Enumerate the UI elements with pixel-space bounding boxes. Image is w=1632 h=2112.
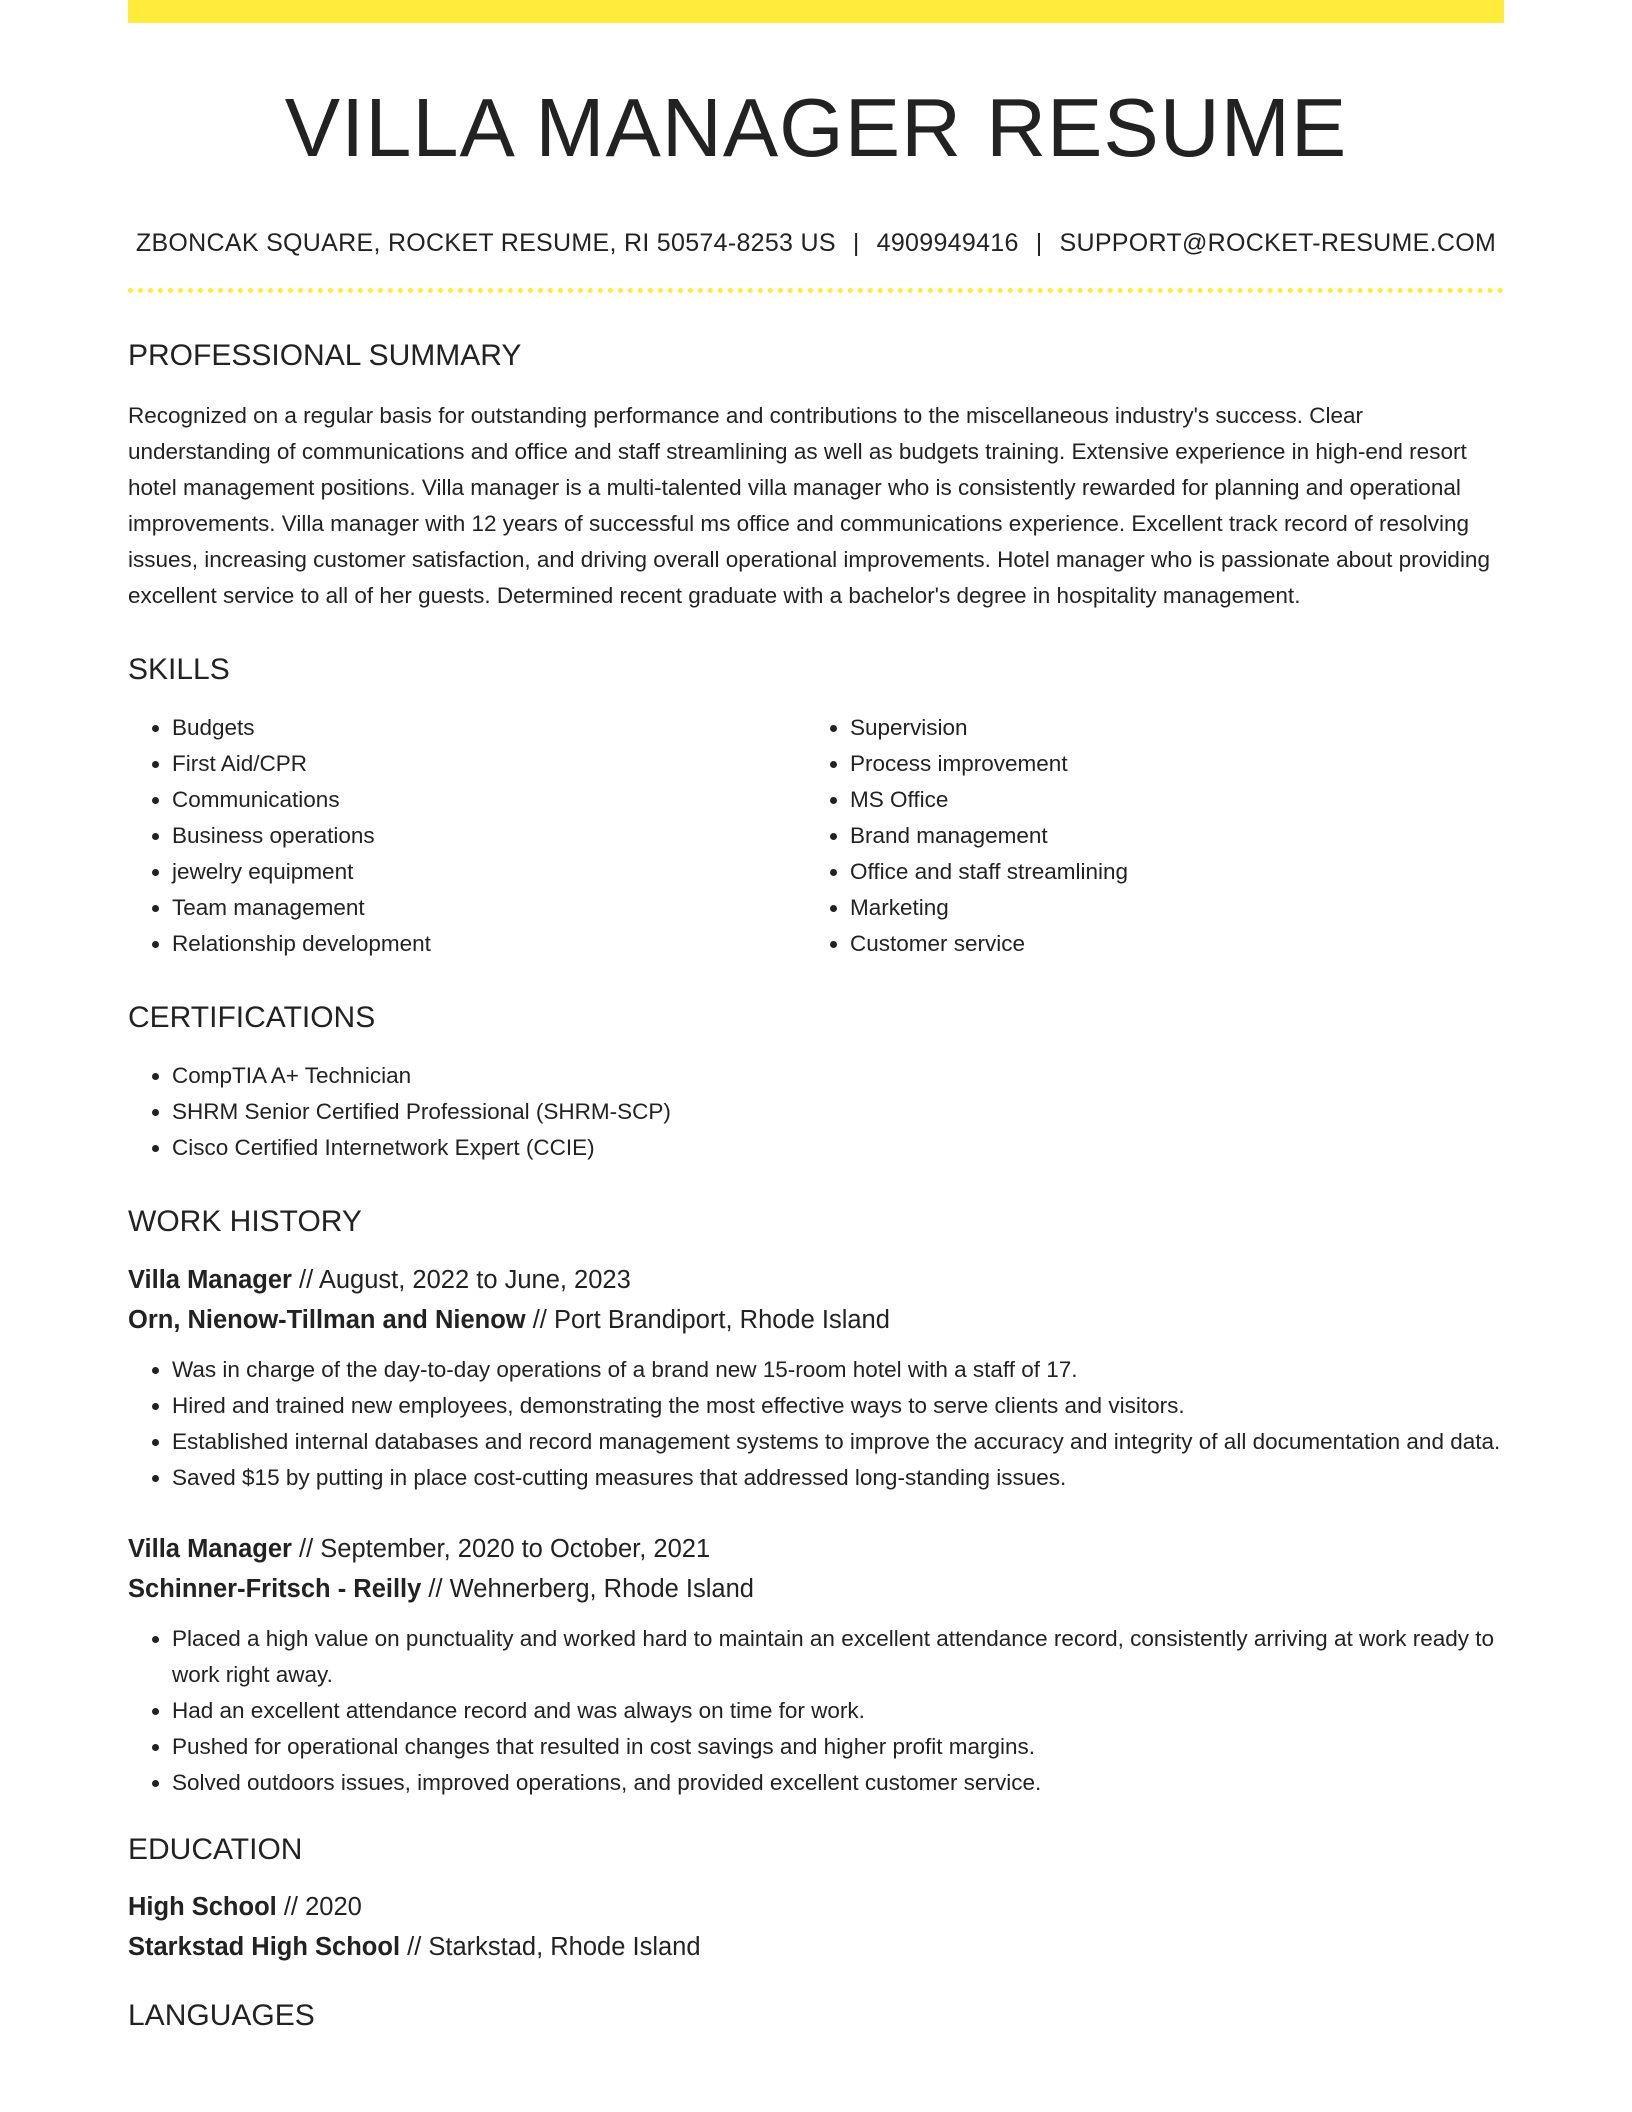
- certifications-heading: CERTIFICATIONS: [128, 1001, 376, 1035]
- work-history-heading: WORK HISTORY: [128, 1205, 362, 1239]
- contact-separator: |: [1035, 229, 1043, 258]
- skill-item: • Relationship development: [172, 926, 806, 962]
- education-school: Starkstad High School: [128, 1933, 401, 1962]
- skill-item: • Marketing: [850, 890, 1484, 926]
- skill-item: • Process improvement: [850, 746, 1484, 782]
- resume-title: VILLA MANAGER RESUME: [284, 81, 1348, 174]
- skill-item: • Brand management: [850, 818, 1484, 854]
- job-duty-item: • Was in charge of the day-to-day operations of a brand new 15-room hotel with a staff of 17.: [172, 1352, 1504, 1388]
- certifications-list: [128, 1058, 1504, 1166]
- job-role-line: [128, 1529, 1504, 1569]
- certification-item: • Cisco Certified Internetwork Expert (CCIE): [172, 1130, 1504, 1166]
- skills-list-right: [806, 710, 1484, 962]
- resume-page: [128, 0, 1504, 2034]
- contact-address: ZBONCAK SQUARE, ROCKET RESUME, RI 50574-8253 US: [135, 229, 836, 258]
- contact-separator: |: [852, 229, 860, 258]
- education-school-line: [128, 1927, 1504, 1967]
- summary-text: Recognized on a regular basis for outstanding performance and contributions to the miscellaneous industry's success. Clear understanding of communications and office and staff streamlining as well as budgets training. Extensive experience in high-end resort hotel management positions. Villa manager is a multi-talented villa manager who is consistently rewarded for planning and operational improvements. Villa manager with 12 years of successful ms office and communications experience. Excellent track record of resolving issues, increasing customer satisfaction, and driving overall operational improvements. Hotel manager who is passionate about providing excellent service to all of her guests. Determined recent graduate with a bachelor's degree in hospitality management.: [128, 403, 1490, 609]
- job-duties-list: [128, 1621, 1504, 1801]
- contact-line: [128, 229, 1504, 258]
- education-degree: High School: [128, 1893, 277, 1922]
- education-heading: EDUCATION: [128, 1833, 303, 1867]
- skills-heading: SKILLS: [128, 653, 230, 687]
- job-location: // Port Brandiport, Rhode Island: [525, 1306, 890, 1335]
- skills-list-left: [128, 710, 806, 962]
- job-role: Villa Manager: [128, 1266, 292, 1295]
- skill-item: • Team management: [172, 890, 806, 926]
- summary-heading: PROFESSIONAL SUMMARY: [128, 339, 522, 373]
- languages-heading: LANGUAGES: [128, 1999, 315, 2033]
- job-role-line: [128, 1260, 1504, 1300]
- job-duty-item: • Pushed for operational changes that resulted in cost savings and higher profit margins.: [172, 1729, 1504, 1765]
- job-duty-item: • Saved $15 by putting in place cost-cutting measures that addressed long-standing issues.: [172, 1460, 1504, 1496]
- job-company: Schinner-Fritsch - Reilly: [128, 1575, 422, 1604]
- job-duty-item: • Hired and trained new employees, demonstrating the most effective ways to serve clients and visitors.: [172, 1388, 1504, 1424]
- job-entry: [128, 1529, 1504, 1801]
- job-duty-item: • Established internal databases and record management systems to improve the accuracy and integrity of all documentation and data.: [172, 1424, 1504, 1460]
- skill-item: • Supervision: [850, 710, 1484, 746]
- contact-email[interactable]: SUPPORT@ROCKET-RESUME.COM: [1059, 229, 1497, 258]
- skill-item: • jewelry equipment: [172, 854, 806, 890]
- contact-phone[interactable]: 4909949416: [876, 229, 1019, 258]
- dotted-divider: [128, 288, 1504, 293]
- job-company-line: [128, 1300, 1504, 1340]
- job-duty-item: • Solved outdoors issues, improved operations, and provided excellent customer service.: [172, 1765, 1504, 1801]
- skill-item: • Budgets: [172, 710, 806, 746]
- job-duty-item: • Had an excellent attendance record and was always on time for work.: [172, 1693, 1504, 1729]
- job-dates: // August, 2022 to June, 2023: [291, 1266, 631, 1295]
- job-role: Villa Manager: [128, 1535, 292, 1564]
- education-location: // Starkstad, Rhode Island: [400, 1933, 701, 1962]
- job-duties-list: [128, 1352, 1504, 1496]
- education-degree-line: [128, 1887, 1504, 1927]
- skill-item: • First Aid/CPR: [172, 746, 806, 782]
- job-company-line: [128, 1569, 1504, 1609]
- job-location: // Wehnerberg, Rhode Island: [421, 1575, 754, 1604]
- skill-item: • Communications: [172, 782, 806, 818]
- certification-item: • SHRM Senior Certified Professional (SHRM-SCP): [172, 1094, 1504, 1130]
- skill-item: • Office and staff streamlining: [850, 854, 1484, 890]
- job-company: Orn, Nienow-Tillman and Nienow: [128, 1306, 526, 1335]
- job-entry: [128, 1260, 1504, 1496]
- job-dates: // September, 2020 to October, 2021: [291, 1535, 711, 1564]
- skill-item: • Business operations: [172, 818, 806, 854]
- accent-top-bar: [128, 0, 1504, 23]
- certification-item: • CompTIA A+ Technician: [172, 1058, 1504, 1094]
- education-year: // 2020: [276, 1893, 362, 1922]
- job-duty-item: • Placed a high value on punctuality and worked hard to maintain an excellent attendance record, consistently arriving at work ready to work right away.: [172, 1621, 1504, 1693]
- skill-item: • MS Office: [850, 782, 1484, 818]
- skill-item: • Customer service: [850, 926, 1484, 962]
- skills-grid: [128, 710, 1504, 962]
